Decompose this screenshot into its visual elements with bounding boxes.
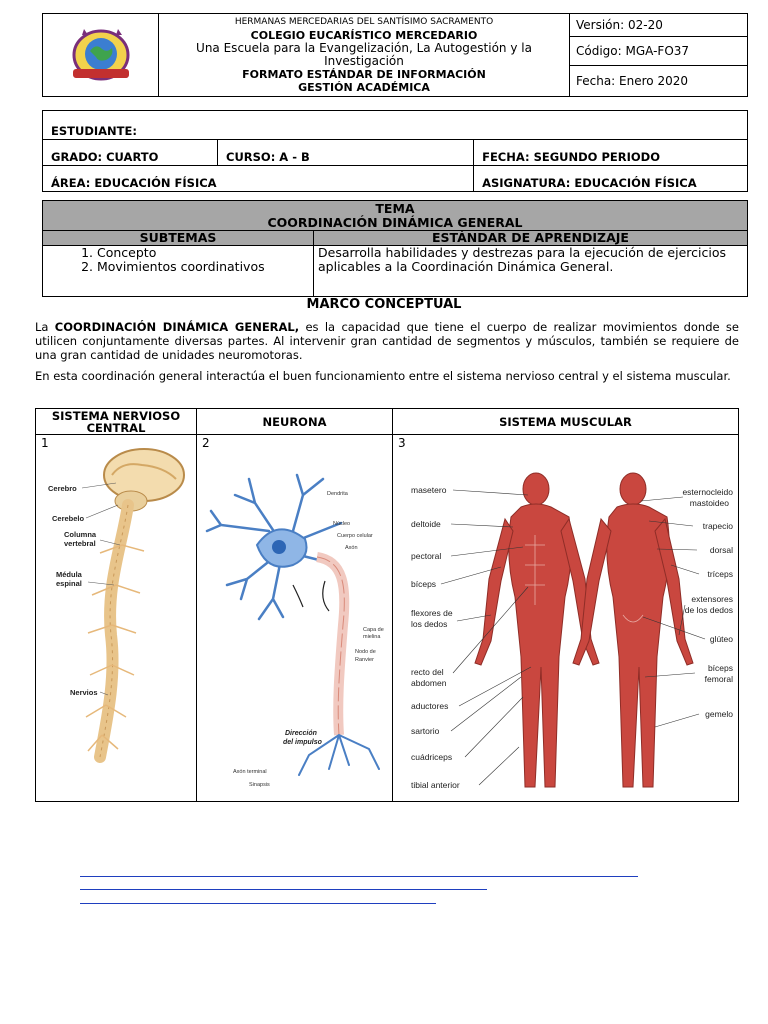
muscle-label: extensores	[691, 594, 733, 604]
topic-title: COORDINACIÓN DINÁMICA GENERAL	[267, 214, 523, 230]
muscle-label: sartorio	[411, 726, 440, 736]
student-name-field: ESTUDIANTE:	[43, 111, 748, 140]
topic-table	[42, 200, 748, 297]
col-header-nervous: SISTEMA NERVIOSO CENTRAL	[36, 409, 197, 435]
muscle-label: bíceps	[707, 663, 733, 673]
school-logo	[66, 25, 136, 83]
label-cerebro: Cerebro	[48, 484, 77, 493]
col-header-muscular: SISTEMA MUSCULAR	[393, 409, 739, 435]
label-sinapsis: Sinapsis	[249, 782, 270, 788]
muscle-label: los dedos	[411, 619, 448, 629]
label-medula: Médula	[56, 570, 82, 579]
neuron-cell	[197, 435, 393, 802]
date-field: FECHA: SEGUNDO PERIODO	[474, 140, 748, 166]
date-cell: Fecha: Enero 2020	[570, 66, 748, 97]
nervous-system-cell	[36, 435, 197, 802]
answer-line[interactable]	[80, 889, 487, 890]
muscle-label: flexores de	[411, 608, 453, 618]
format-title: FORMATO ESTÁNDAR DE INFORMACIÓN	[242, 68, 486, 81]
muscle-label: de los dedos	[684, 605, 733, 615]
school-motto: Una Escuela para la Evangelización, La Autogestión y la Investigación	[196, 41, 532, 68]
institution-name: HERMANAS MERCEDARIAS DEL SANTÍSIMO SACRAMENTO	[234, 17, 494, 27]
muscular-system-cell	[393, 435, 739, 802]
subtopic-item: 1. Concepto	[97, 246, 313, 260]
logo-cell	[43, 14, 159, 97]
label-vertebral: vertebral	[64, 539, 96, 548]
course-field: CURSO: A - B	[218, 140, 474, 166]
muscular-system-illustration	[393, 435, 739, 802]
muscle-label: aductores	[411, 701, 449, 711]
subtopic-item: 2. Movimientos coordinativos	[97, 260, 313, 274]
muscle-label: cuádriceps	[411, 752, 453, 762]
muscle-label: dorsal	[709, 545, 733, 555]
section-title: MARCO CONCEPTUAL	[306, 297, 462, 312]
label-mielina: mielina	[363, 634, 381, 640]
topic-label: TEMA	[375, 200, 415, 216]
muscle-label: esternocleido	[682, 487, 733, 497]
systems-table	[35, 408, 739, 802]
code-cell: Código: MGA-FO37	[570, 37, 748, 66]
label-espinal: espinal	[56, 579, 82, 588]
label-dendrita: Dendrita	[327, 491, 348, 497]
label-axon-terminal: Axón terminal	[233, 769, 267, 775]
grade-field: GRADO: CUARTO	[43, 140, 218, 166]
muscle-label: pectoral	[411, 551, 442, 561]
subtopics-list	[43, 246, 313, 274]
muscle-label: tríceps	[707, 569, 733, 579]
label-axon: Axón	[345, 545, 358, 551]
figure-number: 1	[41, 436, 49, 450]
school-name: COLEGIO EUCARÍSTICO MERCEDARIO	[250, 29, 478, 42]
label-ranvier: Ranvier	[355, 657, 374, 663]
p1-post: es la capacidad que tiene el cuerpo de realizar movimientos donde se utilicen conjuntamente diversas partes. Al intervenir gran cantidad de segmentos y músculos, también se requiere de una gran cantidad de unidades neuromotoras.	[35, 320, 739, 362]
paragraph-2: En esta coordinación general interactúa el buen funcionamiento entre el sistema nervioso central y el sistema muscular.	[35, 369, 731, 383]
subtopics-header: SUBTEMAS	[43, 231, 314, 246]
label-capa: Capa de	[363, 627, 384, 633]
label-impulso: del impulso	[283, 739, 322, 746]
muscle-label: femoral	[704, 674, 733, 684]
muscle-label: glúteo	[709, 634, 733, 644]
document-header	[42, 13, 748, 97]
muscle-label: tibial anterior	[411, 780, 460, 790]
label-direccion: Dirección	[285, 730, 317, 737]
subtopics-cell	[43, 246, 314, 297]
muscle-label: deltoide	[411, 519, 441, 529]
answer-line[interactable]	[80, 876, 638, 877]
figure-number: 2	[202, 436, 210, 450]
muscle-label: bíceps	[411, 579, 437, 589]
answer-line[interactable]	[80, 903, 436, 904]
topic-header	[43, 201, 748, 231]
label-columna: Columna	[64, 530, 97, 539]
p1-pre: La	[35, 320, 55, 334]
muscle-label: gemelo	[705, 709, 733, 719]
header-center	[159, 14, 570, 97]
label-cerebelo: Cerebelo	[52, 514, 85, 523]
subject-field: ASIGNATURA: EDUCACIÓN FÍSICA	[474, 166, 748, 192]
label-nervios: Nervios	[70, 688, 98, 697]
format-subtitle: GESTIÓN ACADÉMICA	[298, 81, 430, 94]
area-field: ÁREA: EDUCACIÓN FÍSICA	[43, 166, 474, 192]
student-info-table	[42, 110, 748, 192]
standard-cell: Desarrolla habilidades y destrezas para la ejecución de ejercicios aplicables a la Coordinación Dinámica General.	[314, 246, 748, 297]
neuron-illustration	[197, 435, 392, 802]
muscle-label: recto del	[411, 667, 444, 677]
muscle-label: mastoideo	[689, 498, 729, 508]
figure-number: 3	[398, 436, 406, 450]
muscle-label: masetero	[411, 485, 447, 495]
label-nodo: Nodo de	[355, 649, 376, 655]
version-cell: Versión: 02-20	[570, 14, 748, 37]
nervous-system-illustration	[36, 435, 196, 802]
label-nucleo: Núcleo	[333, 521, 351, 527]
muscle-label: abdomen	[411, 678, 447, 688]
p1-bold: COORDINACIÓN DINÁMICA GENERAL,	[54, 320, 300, 334]
standard-header: ESTÁNDAR DE APRENDIZAJE	[314, 231, 748, 246]
paragraph-1	[35, 320, 739, 362]
col-header-neuron: NEURONA	[197, 409, 393, 435]
muscle-label: trapecio	[702, 521, 733, 531]
label-cuerpo: Cuerpo celular	[337, 533, 373, 539]
